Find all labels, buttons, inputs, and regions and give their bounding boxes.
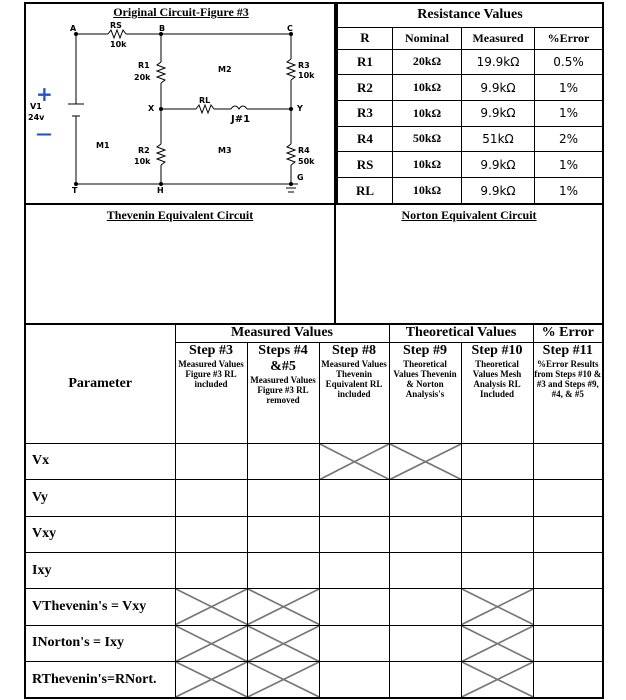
value-cell[interactable] xyxy=(175,516,247,552)
table-row xyxy=(25,443,603,479)
na-cell xyxy=(175,625,247,661)
cross-mark-icon xyxy=(462,662,533,697)
na-cell xyxy=(175,589,247,625)
minus-sign: — xyxy=(36,124,52,143)
value-cell[interactable] xyxy=(389,516,461,552)
value-cell[interactable] xyxy=(389,625,461,661)
value-cell[interactable] xyxy=(533,625,603,661)
value-cell[interactable] xyxy=(319,516,389,552)
m3-label: M3 xyxy=(218,146,232,155)
circuit-diagram xyxy=(26,4,336,204)
table-row: RS 10kΩ 9.9kΩ 1% xyxy=(337,152,603,178)
m1-label: M1 xyxy=(96,141,110,150)
step-header: Step #11 %Error Results from Steps #10 & #3 and Steps #9, #4, & #5 xyxy=(533,342,603,443)
value-cell[interactable] xyxy=(533,516,603,552)
na-cell xyxy=(247,625,319,661)
norton-title: Norton Equivalent Circuit xyxy=(401,208,537,222)
step-header: Steps #4 &#5 Measured Values Figure #3 RL removed xyxy=(247,342,319,443)
v1-value: 24v xyxy=(28,113,45,122)
cross-mark-icon xyxy=(390,444,461,479)
value-cell[interactable] xyxy=(319,589,389,625)
value-cell[interactable] xyxy=(175,443,247,479)
table-row: R4 50kΩ 51kΩ 2% xyxy=(337,126,603,152)
header-r: R xyxy=(337,27,393,49)
value-cell[interactable] xyxy=(319,480,389,516)
plus-sign: + xyxy=(36,82,53,106)
error-group-header: % Error xyxy=(533,324,603,342)
value-cell[interactable] xyxy=(461,516,533,552)
value-cell[interactable] xyxy=(247,552,319,588)
value-cell[interactable] xyxy=(533,662,603,698)
cross-mark-icon xyxy=(462,626,533,661)
value-cell[interactable] xyxy=(461,480,533,516)
rl-label: RL xyxy=(199,96,211,105)
resistance-table xyxy=(336,2,604,205)
rs-value: 10k xyxy=(110,40,127,49)
rs-label: RS xyxy=(110,21,122,30)
row-parameter: Vx xyxy=(25,443,175,479)
j1-label: J#1 xyxy=(231,114,251,125)
table-row: R1 20kΩ 19.9kΩ 0.5% xyxy=(337,49,603,75)
table-row: R3 10kΩ 9.9kΩ 1% xyxy=(337,100,603,126)
na-cell xyxy=(461,625,533,661)
node-a-label: A xyxy=(70,24,77,33)
r3-label: R3 xyxy=(298,61,310,70)
header-error: %Error xyxy=(535,27,604,49)
na-cell xyxy=(461,589,533,625)
circuit-title: Original Circuit-Figure #3 xyxy=(113,5,249,19)
row-parameter: Vy xyxy=(25,480,175,516)
table-row xyxy=(25,662,603,698)
r4-value: 50k xyxy=(298,157,315,166)
measurement-table xyxy=(24,323,604,699)
value-cell[interactable] xyxy=(319,552,389,588)
row-parameter: VThevenin's = Vxy xyxy=(25,589,175,625)
row-parameter: RThevenin's=RNort. xyxy=(25,662,175,698)
node-c-label: C xyxy=(287,24,293,33)
node-g-label: G xyxy=(297,173,304,182)
node-y-label: Y xyxy=(297,104,303,113)
value-cell[interactable] xyxy=(175,480,247,516)
r4-label: R4 xyxy=(298,146,310,155)
theoretical-group-header: Theoretical Values xyxy=(389,324,533,342)
value-cell[interactable] xyxy=(533,552,603,588)
value-cell[interactable] xyxy=(247,516,319,552)
thevenin-panel xyxy=(24,203,336,325)
cross-mark-icon xyxy=(176,626,247,661)
table-row xyxy=(25,552,603,588)
value-cell[interactable] xyxy=(389,662,461,698)
step-header: Step #10 Theoretical Values Mesh Analysis RL Included xyxy=(461,342,533,443)
node-x-label: X xyxy=(148,104,155,113)
thevenin-title: Thevenin Equivalent Circuit xyxy=(106,208,254,222)
value-cell[interactable] xyxy=(533,480,603,516)
cross-mark-icon xyxy=(248,589,319,624)
circuit-panel xyxy=(24,2,336,205)
node-b-label: B xyxy=(159,24,166,33)
cross-mark-icon xyxy=(176,662,247,697)
na-cell xyxy=(247,662,319,698)
na-cell xyxy=(175,662,247,698)
value-cell[interactable] xyxy=(461,552,533,588)
value-cell[interactable] xyxy=(247,443,319,479)
value-cell[interactable] xyxy=(319,662,389,698)
value-cell[interactable] xyxy=(175,552,247,588)
header-measured: Measured xyxy=(462,27,535,49)
step-header: Step #9 Theoretical Values Thevenin & Norton Analysis's xyxy=(389,342,461,443)
value-cell[interactable] xyxy=(247,480,319,516)
step-header: Step #3 Measured Values Figure #3 RL included xyxy=(175,342,247,443)
na-cell xyxy=(461,662,533,698)
value-cell[interactable] xyxy=(389,589,461,625)
r1-label: R1 xyxy=(138,61,150,70)
cross-mark-icon xyxy=(462,589,533,624)
step-header: Step #8 Measured Values Thevenin Equivalent RL included xyxy=(319,342,389,443)
r3-value: 10k xyxy=(298,71,315,80)
header-nominal: Nominal xyxy=(393,27,462,49)
m2-label: M2 xyxy=(218,65,232,74)
resistance-title: Resistance Values xyxy=(337,3,603,27)
cross-mark-icon xyxy=(176,589,247,624)
table-row xyxy=(25,625,603,661)
value-cell[interactable] xyxy=(461,443,533,479)
value-cell[interactable] xyxy=(389,480,461,516)
row-parameter: Ixy xyxy=(25,552,175,588)
norton-panel xyxy=(334,203,604,325)
node-t-label: T xyxy=(72,186,78,195)
measured-group-header: Measured Values xyxy=(175,324,389,342)
parameter-header: Parameter xyxy=(25,324,175,443)
cross-mark-icon xyxy=(248,626,319,661)
value-cell[interactable] xyxy=(389,552,461,588)
cross-mark-icon xyxy=(248,662,319,697)
node-h-label: H xyxy=(157,186,164,195)
table-row xyxy=(25,516,603,552)
value-cell[interactable] xyxy=(319,625,389,661)
row-parameter: Vxy xyxy=(25,516,175,552)
na-cell xyxy=(319,443,389,479)
r2-label: R2 xyxy=(138,146,150,155)
table-row: R2 10kΩ 9.9kΩ 1% xyxy=(337,75,603,101)
v1-label: V1 xyxy=(30,102,42,111)
na-cell xyxy=(247,589,319,625)
table-row xyxy=(25,589,603,625)
na-cell xyxy=(389,443,461,479)
table-row xyxy=(25,480,603,516)
table-row: RL 10kΩ 9.9kΩ 1% xyxy=(337,178,603,204)
cross-mark-icon xyxy=(320,444,389,479)
r2-value: 10k xyxy=(134,157,151,166)
r1-value: 20k xyxy=(134,73,151,82)
value-cell[interactable] xyxy=(533,443,603,479)
row-parameter: INorton's = Ixy xyxy=(25,625,175,661)
value-cell[interactable] xyxy=(533,589,603,625)
